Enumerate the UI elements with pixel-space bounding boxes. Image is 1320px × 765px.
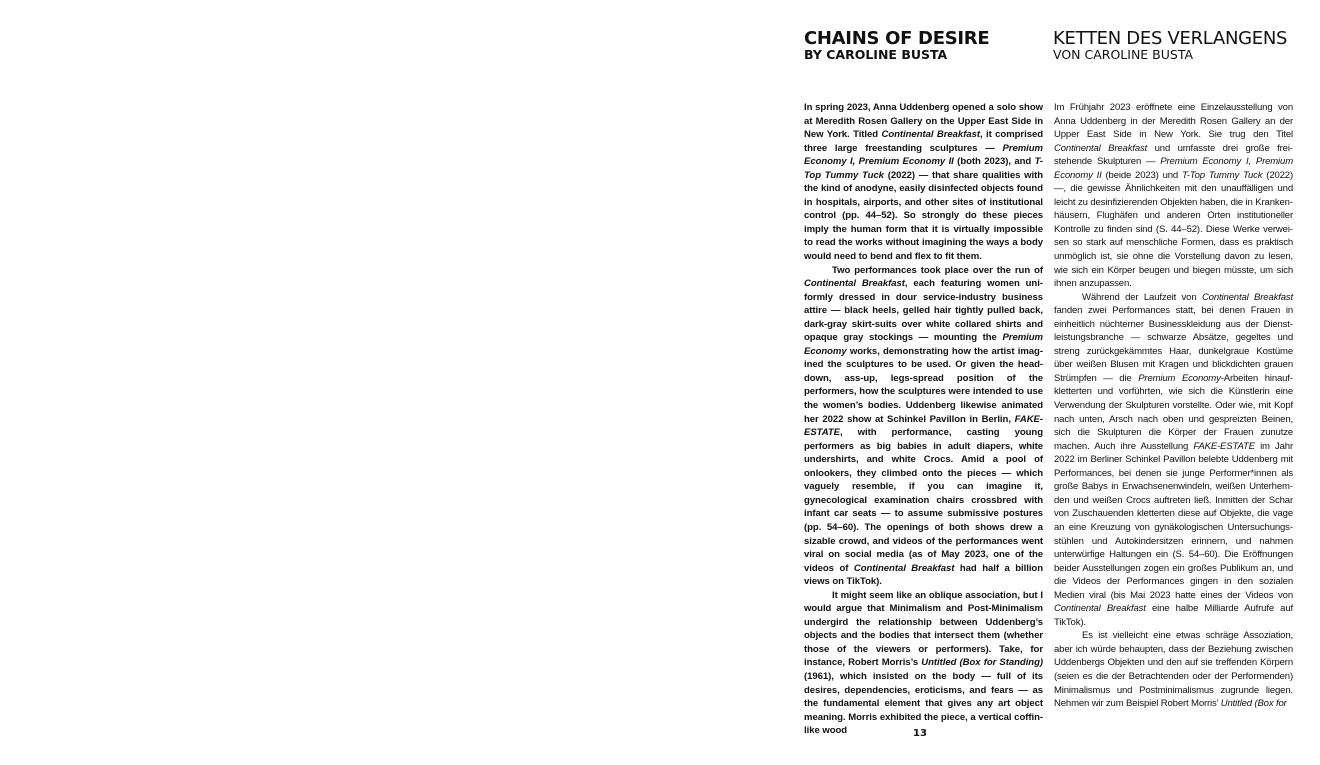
german-paragraph-1: Im Frühjahr 2023 eröffnete eine Einzelausstellung von Anna Uddenberg in der Meredith Rosen Gallery an der Upper East Side in New York. Sie trug den Titel Continental Breakfast und umfasste drei große freistehende Skulpturen — Premium Economy I, Premium Economy II (beide 2023) und T-Top Tummy Tuck (2022) —, die gewisse Ähnlichkeiten mit den unauffälligen und leicht zu desinfizierenden Objekten haben, die in Krankenhäusern, Flughäfen und anderen Orten institutioneller Kontrolle zu finden sind (S. 44–52). Diese Werke verweisen so stark auf menschliche Formen, dass es praktisch unmöglich ist, sie ohne die Vorstellung davon zu lesen, wie sich ein Körper beugen und biegen müsste, um sich ihnen anzupassen. (1054, 102, 1293, 290)
german-paragraph-2: Während der Laufzeit von Continental Breakfast fanden zwei Performances statt, bei denen Frauen in einheitlich nüchterner Businesskleidung aus der Dienstleistungsbranche — schwarze Absätze, gegeltes und streng zurückgekämmtes Haar, dunkelgraue Kostüme über weißen Blusen mit Kragen und blickdichten grauen Strümpfen — die Premium Economy-Arbeiten hinaufkletterten und vorführten, wie sich die Künstlerin eine Verwendung der Skulpturen vorstellte. Oder wie, mit Kopf nach unten, Arsch nach oben und gespreizten Beinen, sich die Skulpturen die Körper der Frauen zunutze machen. Auch ihre Ausstellung FAKE-ESTATE im Jahr 2022 im Berliner Schinkel Pavillon belebte Uddenberg mit Performances, bei denen sie junge Performer*innen als große Babys in Erwachsenenwindeln, weißen Unterhemden und weißen Crocs auftreten ließ. Inmitten der Schar von Zuschauenden kletterten diese auf Objekte, die vage an eine Kreuzung von gynäkologischen Untersuchungsstühlen und Autokindersitzen erinnern, und nahmen unterwürfige Haltungen ein (S. 54–60). Die Eröffnungen beider Ausstellungen zogen ein großes Publikum an, und die Videos der Performances gingen in den sozialen Medien viral (bis Mai 2023 hatte eines der Videos von Continental Breakfast eine halbe Milliarde Aufrufe auf TikTok). (1054, 291, 1293, 628)
english-paragraph-2: Two performances took place over the run of Continental Breakfast, each featuring women uniformly dressed in dour service-industry business attire — black heels, gelled hair tightly pulled back, dark-gray skirt-suits over white collared shirts and opaque gray stockings — mounting the Premium Economy works, demonstrating how the artist imagined the sculptures to be used. Or given the head-down, ass-up, legs-spread position of the performers, how the sculptures were intended to use the women’s bodies. Uddenberg likewise animated her 2022 show at Schinkel Pavillon in Berlin, FAKE-ESTATE, with performance, casting young performers as big babies in adult diapers, white undershirts, and white Crocs. Amid a pool of onlookers, they climbed onto the pieces — which vaguely resemble, if you can imagine it, gynecological examination chairs crossbred with infant car seats — to assume submissive postures (pp. 54–60). The openings of both shows drew a sizable crowd, and videos of the performances went viral on social media (as of May 2023, one of the videos of Continental Breakfast had half a billion views on TikTok). (804, 264, 1043, 588)
title-german: KETTEN DES VERLANGENS (1053, 28, 1288, 49)
byline-german: VON CAROLINE BUSTA (1053, 47, 1194, 62)
english-text-column (804, 101, 1043, 738)
german-paragraph-3: Es ist vielleicht eine etwas schräge Assoziation, aber ich würde behaupten, dass der Beziehung zwischen Uddenbergs Objekten und den auf sie treffenden Körpern (seien es die der Betrachtenden oder der Performenden) Minimalismus und Postminimalismus zugrunde liegen. Nehmen wir zum Beispiel Robert Morris’ Untitled (Box for (1054, 630, 1293, 710)
english-paragraph-3: It might seem like an oblique association, but I would argue that Minimalism and Post-Minimalism undergird the relationship between Uddenberg’s objects and the bodies that intersect them (whether those of the viewers or performers). Take, for instance, Robert Morris’s Untitled (Box for Standing) (1961), which insisted on the body — full of its desires, dependencies, eroticisms, and fears — as the fundamental element that gives any art object meaning. Morris exhibited the piece, a vertical coffin-like wood (804, 589, 1043, 737)
byline-english: BY CAROLINE BUSTA (804, 47, 948, 62)
page-number: 13 (913, 728, 927, 739)
german-text-column (1054, 101, 1293, 711)
title-english: CHAINS OF DESIRE (804, 28, 990, 49)
english-paragraph-1: In spring 2023, Anna Uddenberg opened a solo show at Meredith Rosen Gallery on the Upper East Side in New York. Titled Continental Breakfast, it comprised three large freestanding sculptures — Premium Economy I, Premium Economy II (both 2023), and T-Top Tummy Tuck (2022) — that share qualities with the kind of anodyne, easily disinfected objects found in hospitals, airports, and other sites of institutional control (pp. 44–52). So strongly do these pieces imply the human form that it is virtually impossible to read the works without imagining the ways a body would need to bend and flex to fit them. (804, 102, 1043, 263)
